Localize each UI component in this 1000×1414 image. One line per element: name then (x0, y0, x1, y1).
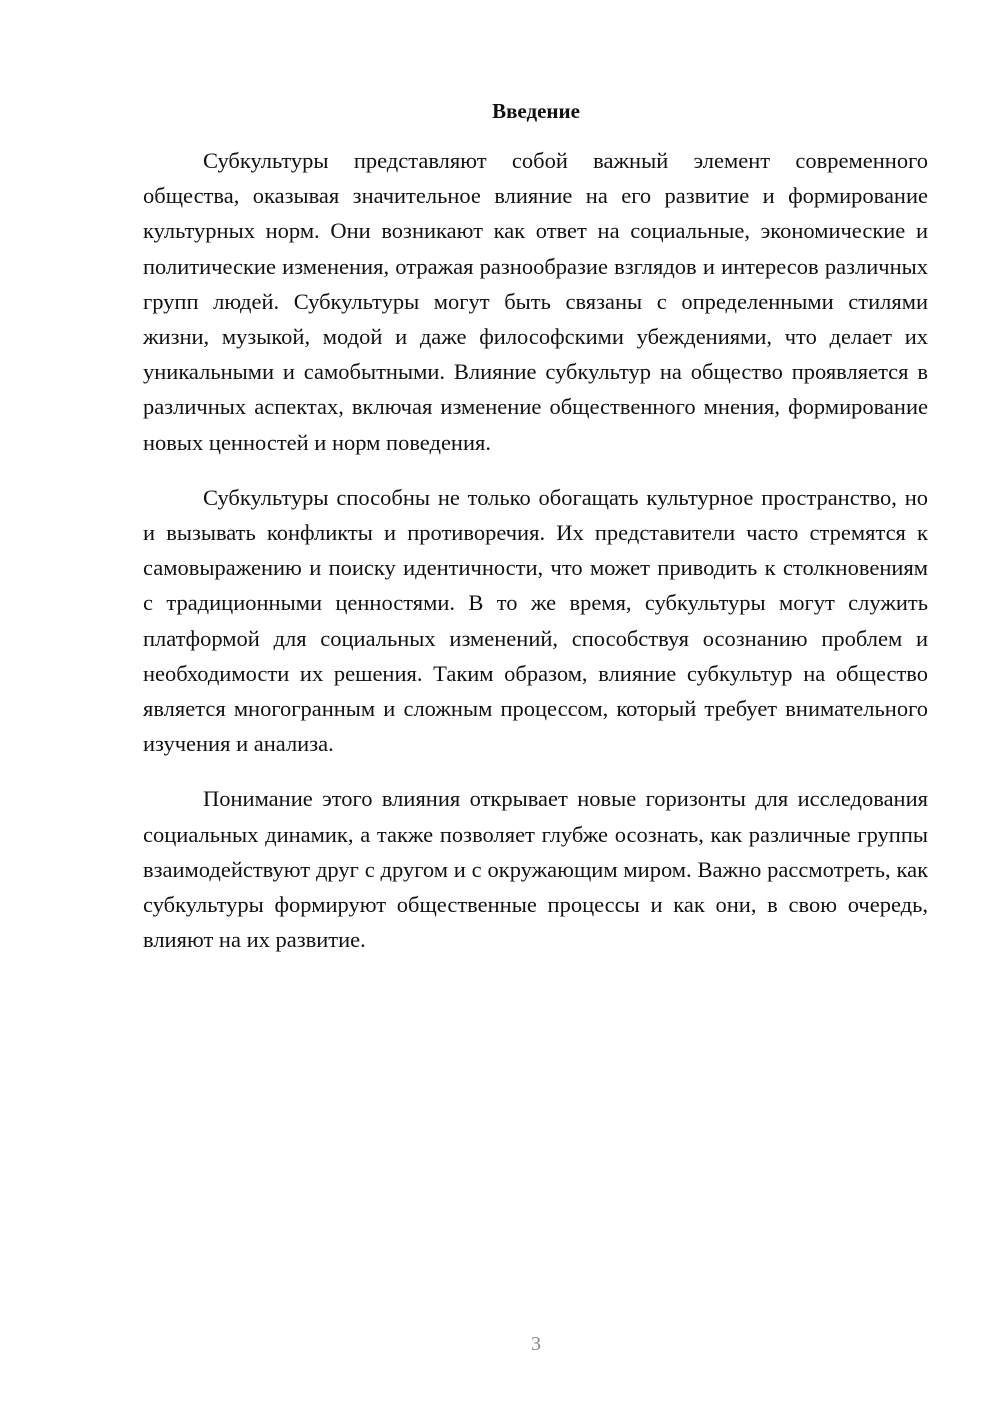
section-heading: Введение (492, 99, 580, 123)
page-number: 3 (531, 1333, 541, 1355)
paragraph-3: Понимание этого влияния открывает новые горизонты для исследования социальных динамик, а также позволяет глубже осознать, как различные группы взаимодействуют друг с другом и с окружающим миром. Важно рассмотреть, как субкультуры формируют общественные процессы и как они, в свою очередь, влияют на их развитие. (143, 786, 928, 953)
paragraph-1: Субкультуры представляют собой важный элемент современного общества, оказывая значительное влияние на его развитие и формирование культурных норм. Они возникают как ответ на социальные, экономические и политические изменения, отражая разнообразие взглядов и интересов различных групп людей. Субкультуры могут быть связаны с определенными стилями жизни, музыкой, модой и даже философскими убеждениями, что делает их уникальными и самобытными. Влияние субкультур на общество проявляется в различных аспектах, включая изменение общественного мнения, формирование новых ценностей и норм поведения. (143, 148, 928, 455)
body-text (143, 143, 928, 977)
paragraph-2: Субкультуры способны не только обогащать культурное пространство, но и вызывать конфликты и противоречия. Их представители часто стремятся к самовыражению и поиску идентичности, что может приводить к столкновениям с традиционными ценностями. В то же время, субкультуры могут служить платформой для социальных изменений, способствуя осознанию проблем и необходимости их решения. Таким образом, влияние субкультур на общество является многогранным и сложным процессом, который требует внимательного изучения и анализа. (143, 484, 928, 757)
